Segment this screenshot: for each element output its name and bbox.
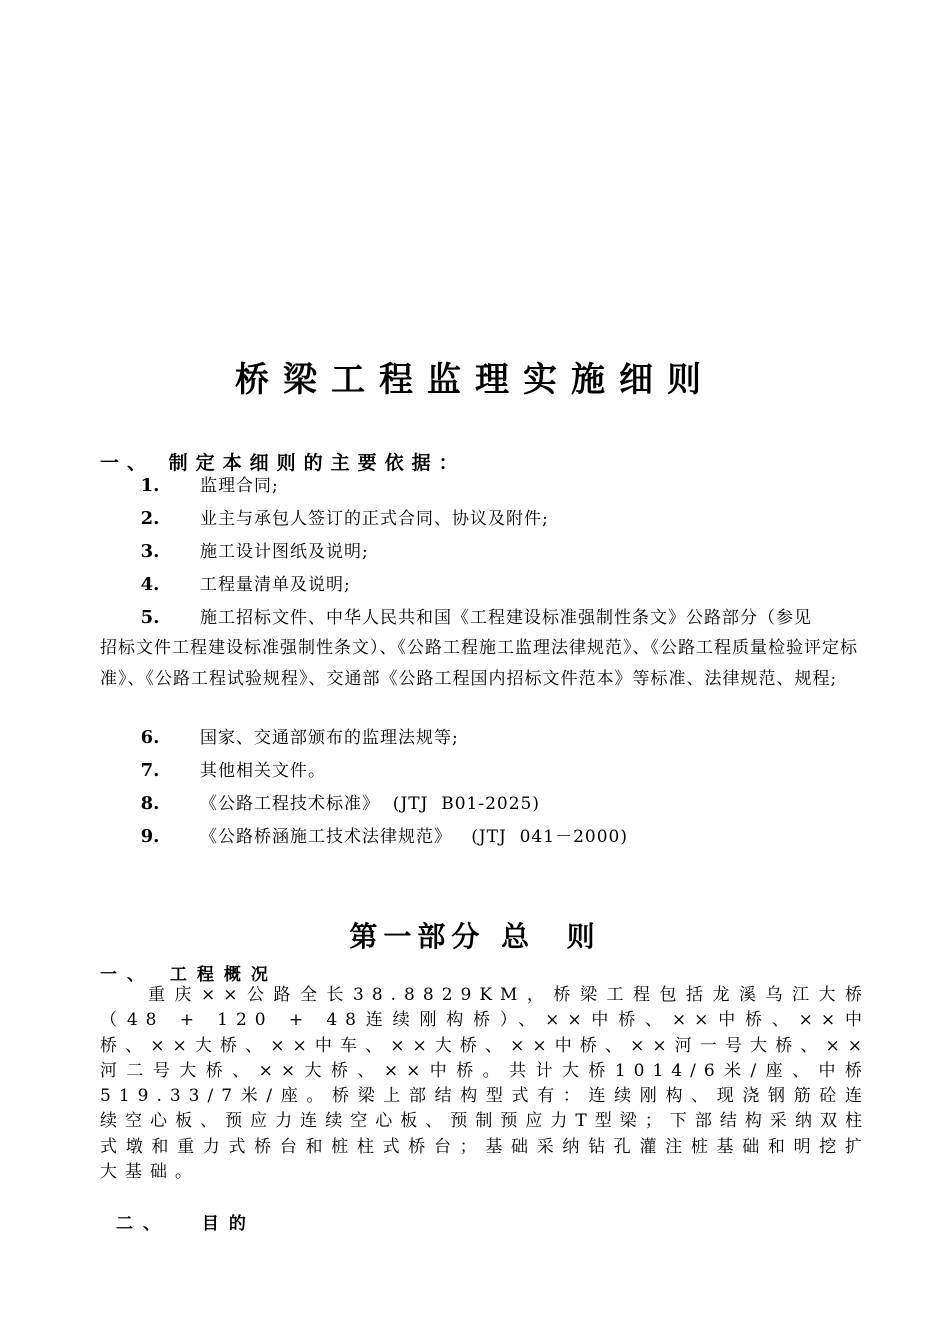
list-item [100, 602, 870, 634]
overview-heading: 一、 工程概况 [100, 965, 278, 985]
list-item [100, 503, 870, 535]
item-text: 施工招标文件、中华人民共和国《工程建设标准强制性条文》公路部分（参见 [200, 608, 812, 628]
item-text: 《公路工程技术标准》 (JTJ B01-2025) [200, 794, 540, 814]
item-text: 监理合同; [200, 476, 279, 496]
item-number: 9. [140, 826, 160, 847]
item-text: 业主与承包人签订的正式合同、协议及附件; [200, 509, 549, 529]
list-item [100, 569, 870, 601]
part-title: 第一部分 总 则 [349, 920, 601, 953]
item-text: 国家、交通部颁布的监理法规等; [200, 728, 459, 748]
item-number: 5. [140, 607, 160, 628]
list-item [100, 755, 870, 787]
purpose-heading: 二、 目的 [116, 1214, 256, 1234]
item-number: 1. [140, 475, 160, 496]
item-number: 7. [140, 760, 160, 781]
list-item [100, 536, 870, 568]
item-text-continuation: 招标文件工程建设标准强制性条文）、《公路工程施工监理法律规范》、《公路工程质量检验评定标准》、《公路工程试验规程》、交通部《公路工程国内招标文件范本》等标准、法律规范、规程; [100, 638, 858, 689]
item-number: 6. [140, 727, 160, 748]
overview-paragraph: 重庆××公路全长38.8829KM，桥梁工程包括龙溪乌江大桥（48 + 120 + 48连续刚构桥）、××中桥、××中桥、××中桥、××大桥、××中车、××大桥、××中桥、××河一号大桥、××河二号大桥、××大桥、××中桥。共计大桥1014/6米/座、中桥519.33/7米/座。桥梁上部结构型式有：连续刚构、现浇钢筋砼连续空心板、预应力连续空心板、预制预应力T型梁；下部结构采纳双柱式墩和重力式桥台和桩柱式桥台；基础采纳钻孔灌注桩基础和明挖扩大基础。 [100, 985, 870, 1183]
item-number: 2. [140, 508, 160, 529]
document-title: 桥梁工程监理实施细则 [235, 360, 715, 400]
item-number: 8. [140, 793, 160, 814]
list-item [100, 788, 870, 820]
section-heading-basis: 一、 制定本细则的主要依据： [100, 452, 466, 474]
list-item [100, 722, 870, 754]
item-number: 4. [140, 574, 160, 595]
item-text: 工程量清单及说明; [200, 575, 351, 595]
item-number: 3. [140, 541, 160, 562]
item-text: 《公路桥涵施工技术法律规范》 (JTJ 041－2000) [200, 827, 628, 847]
item-text: 其他相关文件。 [200, 761, 326, 781]
list-item [100, 821, 870, 853]
item-text: 施工设计图纸及说明; [200, 542, 369, 562]
list-item [100, 470, 870, 502]
